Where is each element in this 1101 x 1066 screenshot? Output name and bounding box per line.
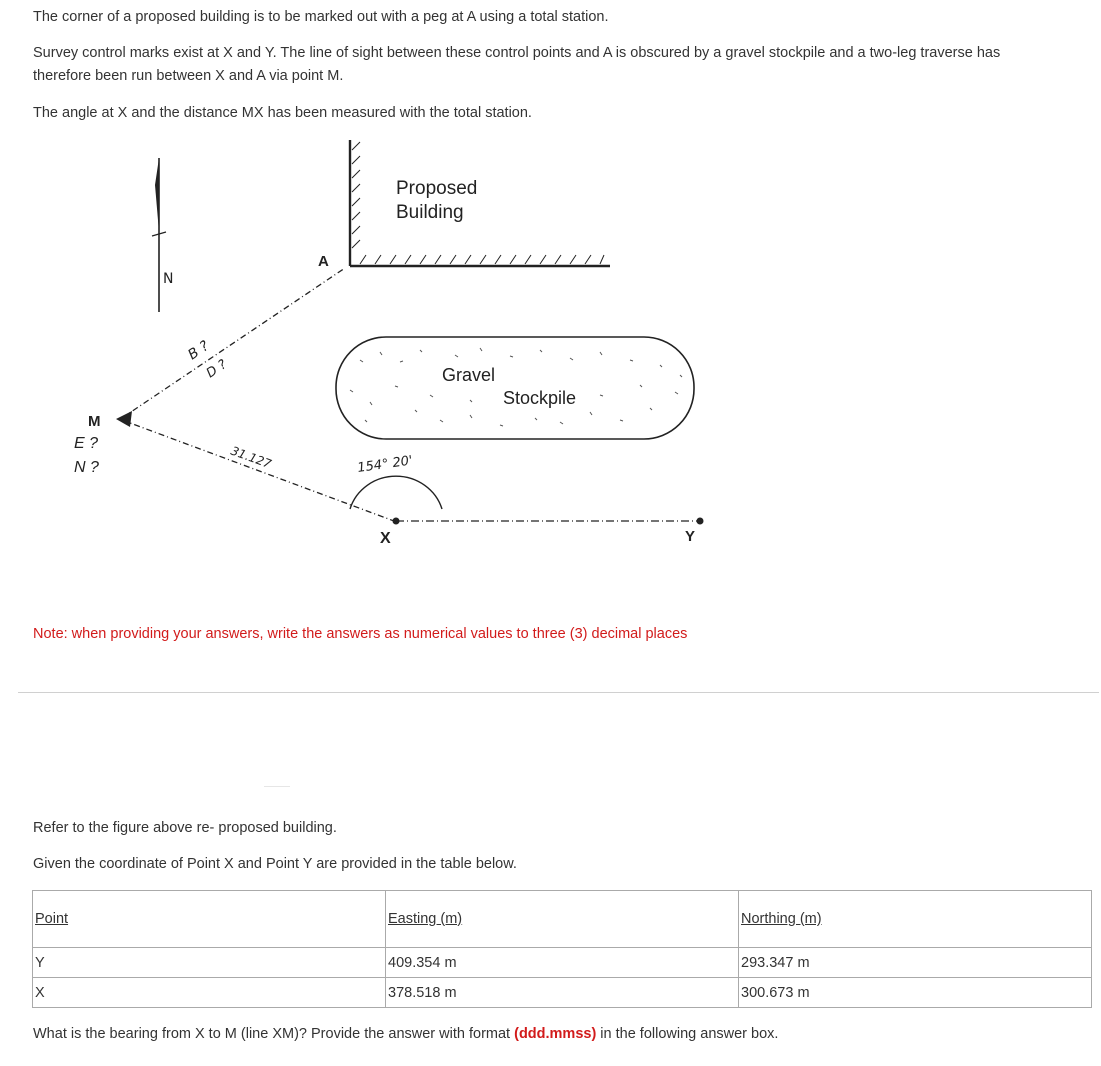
angle-x-label: 154° 20' <box>356 453 414 476</box>
arrow-head-at-m <box>116 411 132 427</box>
point-x-marker <box>393 518 400 525</box>
question-text: What is the bearing from X to M (line XM)? Provide the answer with format (ddd.mmss) in the following answer box. <box>33 1026 779 1042</box>
table-row <box>33 978 1092 1008</box>
coordinates-table <box>32 890 1092 1008</box>
survey-diagram <box>0 130 1101 620</box>
refer-text: Refer to the figure above re- proposed building. <box>33 820 337 836</box>
intro-line-1: The corner of a proposed building is to be marked out with a peg at A using a total station. <box>33 9 609 25</box>
distance-mx-label: 31.127 <box>228 443 274 472</box>
cell-northing: 300.673 m <box>739 978 1092 1008</box>
building-label-2: Building <box>396 202 464 223</box>
given-text: Given the coordinate of Point X and Point Y are provided in the table below. <box>33 856 517 872</box>
stockpile-label-2: Stockpile <box>503 388 577 408</box>
traverse-line-mx <box>122 420 394 521</box>
stockpile-label-1: Gravel <box>442 365 496 385</box>
intro-line-2b: therefore been run between X and A via point M. <box>33 68 344 84</box>
header-point: Point <box>33 891 386 948</box>
cell-northing: 293.347 m <box>739 948 1092 978</box>
north-arrow-icon <box>152 158 173 312</box>
angle-arc-x <box>350 476 442 509</box>
cell-point: Y <box>33 948 386 978</box>
building-outline <box>350 140 610 266</box>
m-easting-label: E ? <box>74 435 99 452</box>
point-y-marker <box>697 518 704 525</box>
cell-easting: 409.354 m <box>386 948 739 978</box>
bearing-unknown-label: B ? <box>185 338 213 364</box>
cell-point: X <box>33 978 386 1008</box>
cell-easting: 378.518 m <box>386 978 739 1008</box>
answer-format: (ddd.mmss) <box>514 1026 597 1042</box>
m-northing-label: N ? <box>74 459 99 476</box>
decimal-places-note: Note: when providing your answers, write the answers as numerical values to three (3) decimal places <box>33 626 688 642</box>
point-y-label: Y <box>685 528 696 545</box>
table-row <box>33 948 1092 978</box>
header-northing: Northing (m) <box>739 891 1092 948</box>
point-x-label: X <box>380 530 391 547</box>
table-header-row <box>33 891 1092 948</box>
north-label: N <box>163 271 174 287</box>
intro-line-3: The angle at X and the distance MX has been measured with the total station. <box>33 105 532 121</box>
faint-mark <box>264 786 290 787</box>
point-a-label: A <box>318 253 329 270</box>
point-m-label: M <box>88 413 101 430</box>
traverse-line-ma <box>122 268 345 418</box>
header-easting: Easting (m) <box>386 891 739 948</box>
section-divider <box>18 692 1099 693</box>
building-label-1: Proposed <box>396 178 478 199</box>
distance-unknown-label: D ? <box>203 357 230 382</box>
intro-line-2a: Survey control marks exist at X and Y. The line of sight between these control points and A is obscured by a gravel stockpile and a two-leg traverse has <box>33 45 1001 61</box>
